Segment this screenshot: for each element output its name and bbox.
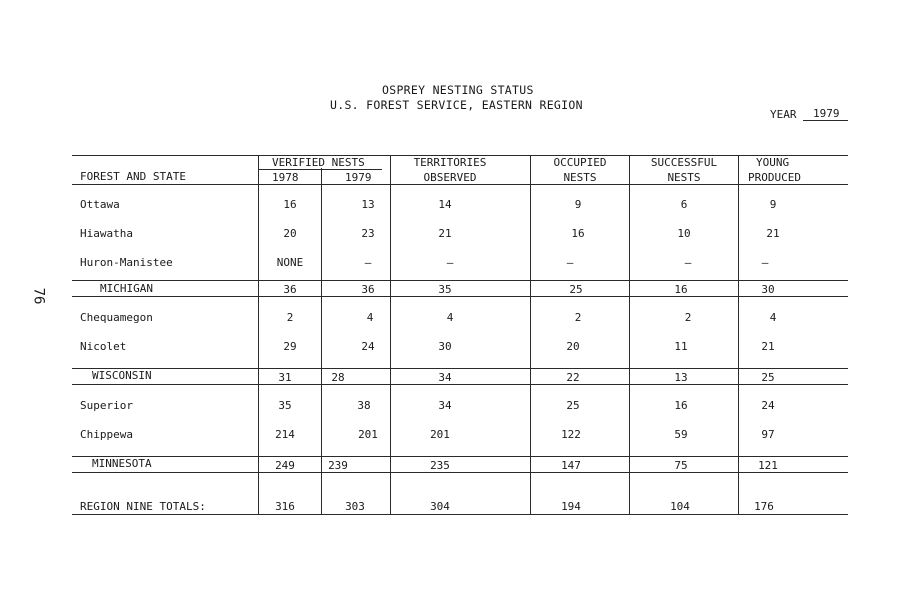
minnesota-top-rule [72,456,848,457]
row-name: Chequamegon [80,311,153,324]
cell-territories: 21 [438,227,452,240]
cell-successful: 2 [684,311,692,324]
cell-occupied: 22 [566,371,580,384]
document-subtitle: U.S. FOREST SERVICE, EASTERN REGION [330,98,583,112]
cell-territories: – [446,256,454,269]
cell-verified-1978: 16 [283,198,297,211]
michigan-bottom-rule [72,296,848,297]
cell-occupied: 20 [566,340,580,353]
cell-young: 9 [769,198,777,211]
row-name: REGION NINE TOTALS: [80,500,206,513]
cell-successful: 10 [677,227,691,240]
cell-occupied: 122 [561,428,581,441]
header-territories-2: OBSERVED [423,171,477,184]
row-name: Huron-Manistee [80,256,173,269]
row-name: Nicolet [80,340,127,353]
cell-occupied: 9 [574,198,582,211]
row-name: Superior [80,399,133,412]
cell-occupied: – [566,256,574,269]
cell-occupied: 25 [569,283,583,296]
cell-successful: 11 [674,340,688,353]
header-bottom-rule [72,184,848,185]
header-successful-1: SUCCESSFUL [650,156,718,169]
cell-verified-1978: 2 [286,311,294,324]
header-young-2: PRODUCED [748,171,801,184]
cell-verified-1979: 239 [328,459,348,472]
cell-successful: 59 [674,428,688,441]
year-value: 1979 [813,107,840,120]
cell-successful: 16 [674,399,688,412]
cell-successful: 104 [670,500,690,513]
header-occupied-1: OCCUPIED [553,156,607,169]
cell-young: 97 [761,428,775,441]
cell-young: 4 [769,311,777,324]
cell-verified-1979: 38 [357,399,371,412]
cell-territories: 4 [446,311,454,324]
cell-verified-1978: 29 [283,340,297,353]
cell-successful: 75 [674,459,688,472]
cell-verified-1978: 249 [275,459,295,472]
row-name: Hiawatha [80,227,133,240]
cell-occupied: 16 [571,227,585,240]
row-name: Chippewa [80,428,133,441]
cell-verified-1978: NONE [276,256,304,269]
cell-young: 24 [761,399,775,412]
cell-young: 30 [761,283,775,296]
cell-young: – [761,256,769,269]
cell-verified-1979: 23 [361,227,375,240]
cell-verified-1978: 316 [275,500,295,513]
col-rule-4 [530,155,531,514]
cell-young: 176 [754,500,774,513]
cell-verified-1979: 4 [366,311,374,324]
cell-territories: 201 [430,428,450,441]
row-name: Ottawa [80,198,120,211]
header-verified-1979: 1979 [345,171,372,184]
cell-verified-1979: – [364,256,372,269]
header-verified-1978: 1978 [272,171,299,184]
cell-verified-1979: 13 [361,198,375,211]
cell-occupied: 194 [561,500,581,513]
cell-territories: 35 [438,283,452,296]
row-name: MINNESOTA [92,457,152,470]
header-young-1: YOUNG [756,156,790,169]
header-successful-2: NESTS [667,171,701,184]
cell-territories: 304 [430,500,450,513]
header-forest-state: FOREST AND STATE [80,170,186,183]
col-rule-5 [629,155,630,514]
cell-verified-1979: 28 [331,371,345,384]
cell-successful: 16 [674,283,688,296]
cell-verified-1979: 36 [361,283,375,296]
cell-young: 21 [766,227,780,240]
header-territories-1: TERRITORIES [413,156,487,169]
header-verified-nests: VERIFIED NESTS [272,156,365,169]
cell-young: 25 [761,371,775,384]
cell-territories: 30 [438,340,452,353]
cell-territories: 235 [430,459,450,472]
cell-young: 121 [758,459,778,472]
cell-successful: 13 [674,371,688,384]
minnesota-bottom-rule [72,472,848,473]
cell-occupied: 147 [561,459,581,472]
document-title: OSPREY NESTING STATUS [382,83,534,97]
cell-territories: 34 [438,399,452,412]
verified-underline [258,169,382,170]
cell-young: 21 [761,340,775,353]
cell-verified-1979: 24 [361,340,375,353]
header-occupied-2: NESTS [563,171,597,184]
cell-verified-1978: 31 [278,371,292,384]
cell-territories: 34 [438,371,452,384]
cell-occupied: 2 [574,311,582,324]
wisconsin-bottom-rule [72,384,848,385]
cell-territories: 14 [438,198,452,211]
cell-verified-1978: 36 [283,283,297,296]
page-number: 76 [30,287,47,305]
table-bottom-rule [72,514,848,515]
cell-occupied: 25 [566,399,580,412]
row-name: WISCONSIN [92,369,152,382]
cell-verified-1979: 303 [345,500,365,513]
wisconsin-top-rule [72,368,848,369]
year-label: YEAR [770,108,797,121]
cell-verified-1978: 20 [283,227,297,240]
cell-successful: 6 [680,198,688,211]
year-underline [803,120,848,121]
cell-verified-1978: 214 [275,428,295,441]
cell-successful: – [684,256,692,269]
row-name: MICHIGAN [100,282,153,295]
cell-verified-1979: 201 [358,428,378,441]
michigan-top-rule [72,280,848,281]
cell-verified-1978: 35 [278,399,292,412]
